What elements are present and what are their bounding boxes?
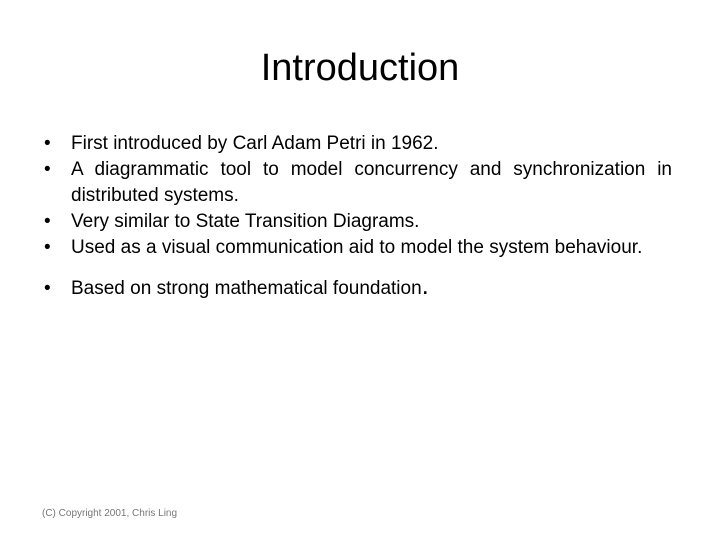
slide-title: Introduction [260,47,460,89]
bullet-list [44,131,672,302]
bullet-text: Based on strong mathematical foundation [71,278,422,299]
bullet-marker: • [44,278,51,299]
bullet-marker: • [44,159,51,180]
bullet-text: A diagrammatic tool to model concurrency and synchronization in distributed systems. [71,159,672,206]
bullet-item [44,270,672,302]
bullet-marker: • [44,237,51,258]
bullet-item [44,209,672,235]
bullet-item [44,235,672,261]
bullet-marker: • [44,133,51,154]
bullet-item [44,131,672,157]
bullet-text: Used as a visual communication aid to model the system behaviour. [71,237,643,258]
bullet-text: Very similar to State Transition Diagrams. [71,211,420,232]
bullet-text: First introduced by Carl Adam Petri in 1962. [71,133,439,154]
bullet-item [44,157,672,209]
copyright-footer: (C) Copyright 2001, Chris Ling [42,508,178,519]
bullet-tail-punctuation: . [421,270,429,300]
bullet-marker: • [44,211,51,232]
